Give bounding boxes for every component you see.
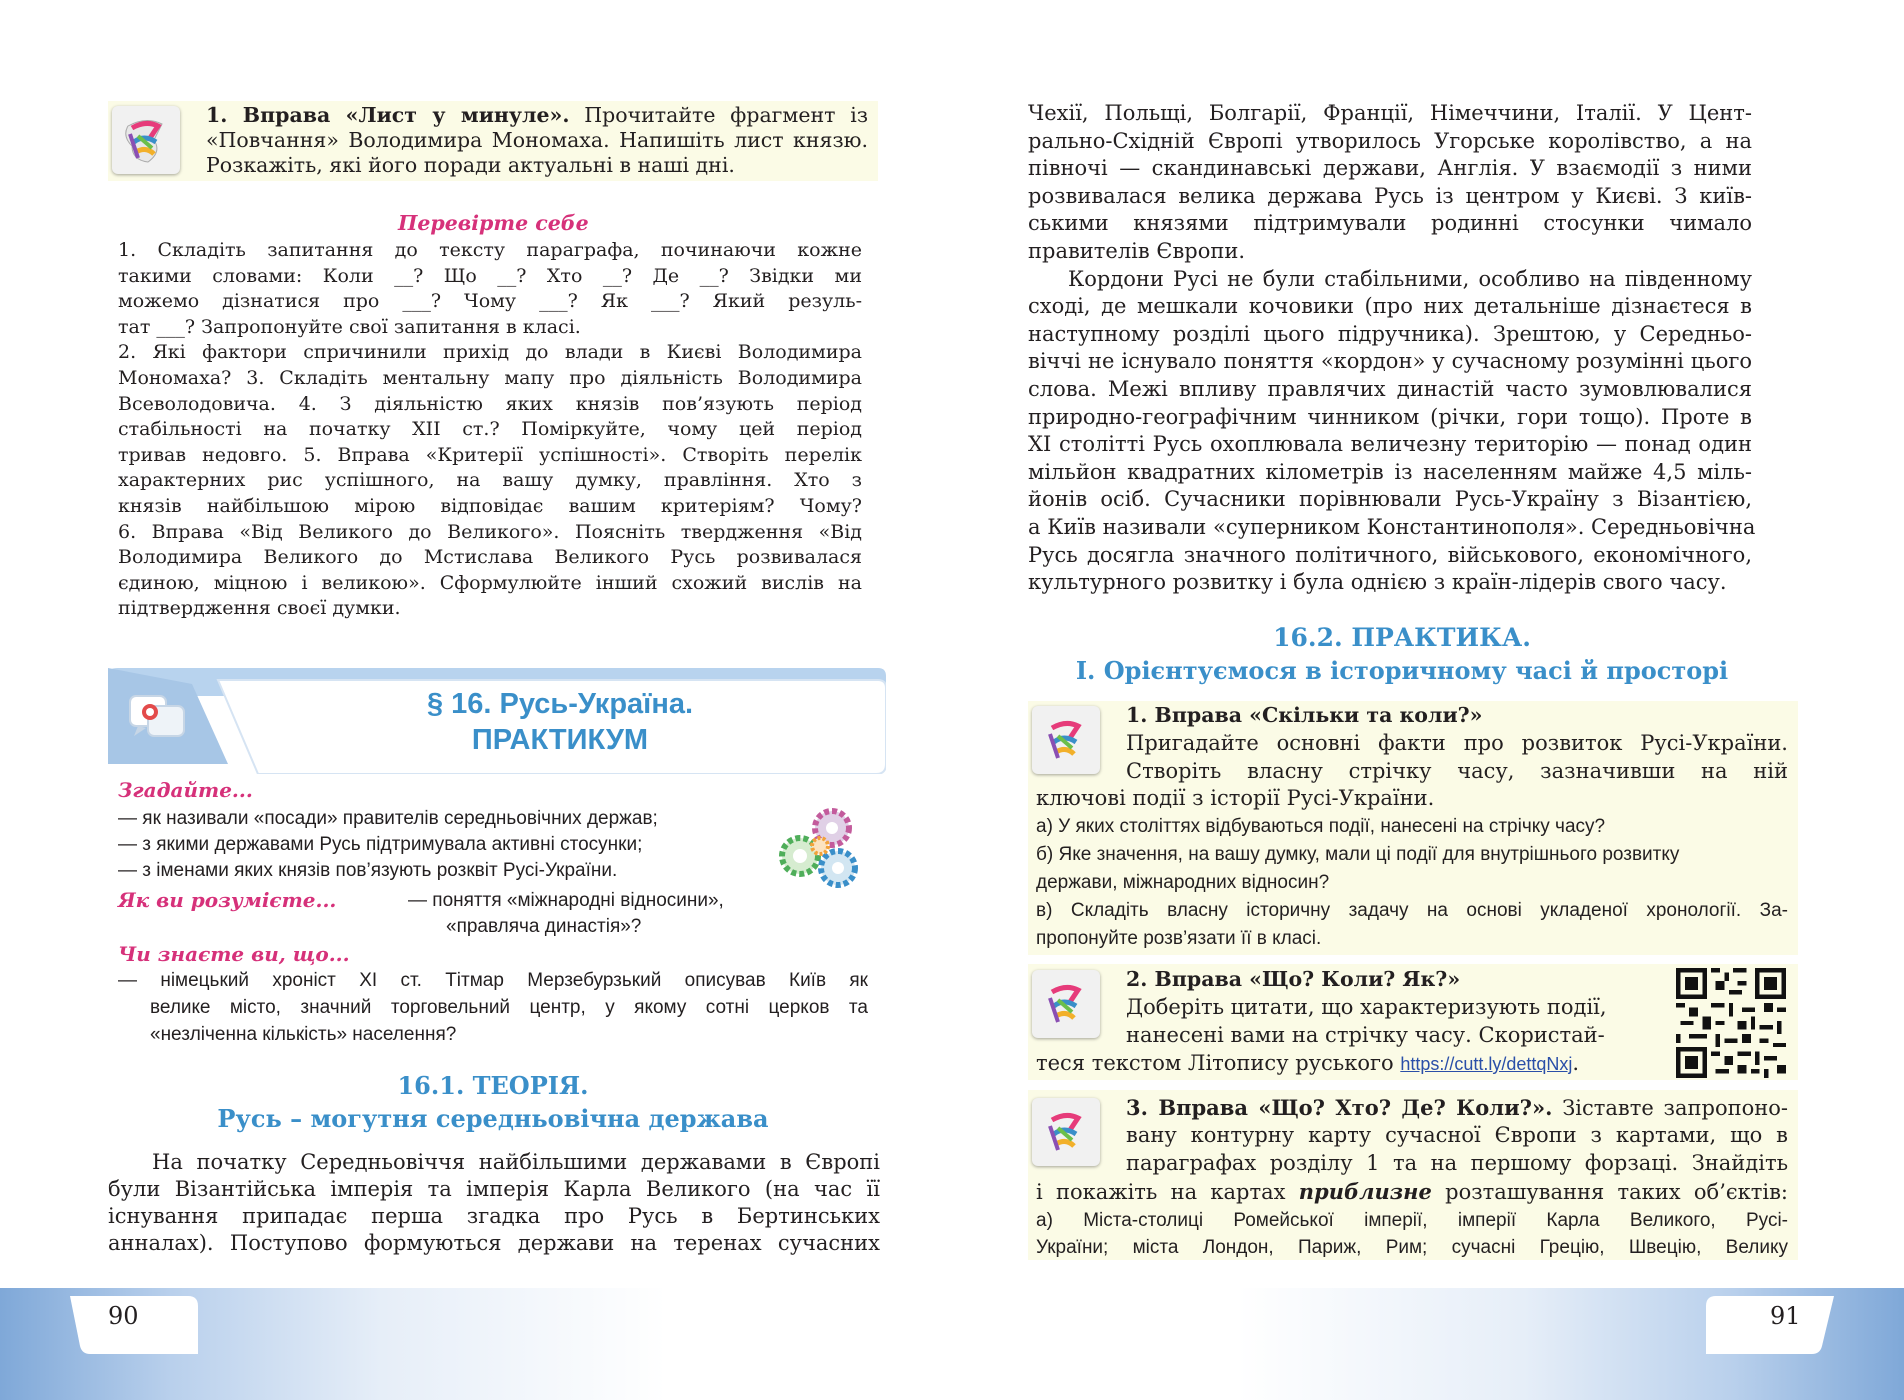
check-yourself-line: можемо дізнатися про ___? Чому ___? Як ___? Який резуль- [118,290,862,313]
check-yourself-line: 6. Вправа «Від Великого до Великого». Поясніть твердження «Від [118,520,862,543]
paragraph-line: рально-Східній Європі утворилось Угорське королівство, а на [1028,128,1752,153]
practice-title: 16.2. ПРАКТИКА. [1273,623,1531,652]
theory-paragraph-line: були Візантійська імперія та імперія Карла Великого (на час її [108,1177,880,1201]
paragraph-line: слова. Межі впливу правлячих династій часто зумовлювалися [1028,377,1752,401]
exercise-1-question: в) Складіть власну історичну задачу на основі укладеної хронології. За- [1036,900,1788,921]
exercise-3-line [1036,1179,1788,1204]
exercise-3-line-1 [1126,1095,1788,1120]
emphasis: приблизне [1298,1179,1432,1204]
recall-item: — як називали «посади» правителів середньовічних держав; [118,808,658,829]
gears-icon [776,806,866,892]
exercise-1-line-1 [206,103,868,129]
exercise-icon [1032,970,1100,1038]
exercise-3-question: України; міста Лондон, Париж, Рим; сучасні Грецію, Швецію, Велику [1036,1237,1788,1258]
check-yourself-line: Володимира Великого до Мстислава Великого Русь розвивалася [118,546,862,569]
check-yourself-line: єдиною, міцною і великою». Сформулюйте інший схожий вислів на [118,571,862,594]
right-page [952,0,1904,1400]
chronicle-link[interactable]: https://cutt.ly/dettqNxj [1400,1054,1573,1074]
exercise-icon [112,106,180,174]
check-yourself-line: стабільності на початку ХІІ ст.? Поміркуйте, чому цей період [118,418,862,441]
understand-label: Як ви розумієте... [118,888,337,912]
exercise-1-title: 1. Вправа «Скільки та коли?» [1126,703,1483,727]
exercise-1-question: держави, міжнародних відносин? [1036,872,1330,893]
exercise-1-question: б) Яке значення, на вашу думку, мали ці події для внутрішнього розвитку [1036,844,1680,865]
paragraph-line: ськими князями підтримували родинні стосунки чимало [1028,211,1752,236]
paragraph-line: Кордони Русі не були стабільними, особливо на південному [1068,266,1752,291]
paragraph-line: правителів Європи. [1028,239,1246,263]
understand-line: «правляча династія»? [446,916,642,937]
exercise-3-text: Зіставте запропоно- [1552,1096,1788,1120]
theory-title: 16.1. ТЕОРІЯ. [397,1071,589,1100]
exercise-2-line-text: теся текстом Літопису руського [1036,1051,1401,1075]
theory-subtitle: Русь – могутня середньовічна держава [217,1104,769,1133]
exercise-3-question: а) Міста-столиці Ромейської імперії, імперії Карла Великого, Русі- [1036,1210,1788,1231]
section-icon [126,692,188,744]
exercise-2-line: нанесені вами на стрічку часу. Скористай- [1126,1023,1605,1047]
check-yourself-line: тривав недовго. 5. Вправа «Критерії успішності». Створіть перелік [118,443,862,466]
theory-paragraph-line: На початку Середньовіччя найбільшими державами в Європі [152,1150,880,1174]
section-title: § 16. Русь-Україна. [426,688,694,720]
exercise-1-line-3: Розкажіть, які його поради актуальні в наші дні. [206,153,735,177]
page-number: 91 [1770,1302,1801,1330]
exercise-3-text: і покажіть на картах [1036,1180,1299,1204]
check-yourself-line: 1. Складіть запитання до тексту параграфа, починаючи кожне [118,239,862,261]
check-yourself-title: Перевірте себе [398,211,589,235]
exercise-icon [1032,1098,1100,1166]
section-banner [108,668,886,774]
check-yourself-line: тат ___? Запропонуйте свої запитання в класі. [118,315,581,338]
exercise-1-question: пропонуйте розв’язати її в класі. [1036,928,1322,949]
exercise-1-line: Створіть власну стрічку часу, зазначивши на ній [1126,759,1788,783]
paragraph-line: віччі не існувало поняття «кордон» у сучасному розумінні цього [1028,349,1752,374]
exercise-3-line: вану контурну карту сучасної Європи з картами, що в [1126,1123,1788,1147]
exercise-1-question: а) У яких століттях відбуваються події, нанесені на стрічку часу? [1036,816,1606,837]
paragraph-line: ХІ столітті Русь охоплювала величезну територію — понад один [1028,432,1752,457]
period: . [1572,1051,1580,1075]
paragraph-line: а Київ називали «суперником Константинополя». Середньовічна [1028,515,1756,539]
understand-line: — поняття «міжнародні відносини», [408,890,724,911]
exercise-3-text: розташування таких об’єктів: [1431,1180,1788,1204]
paragraph-line: природно-географічним чинником (річки, гори тощо). Проте в [1028,404,1752,429]
exercise-1-text: Прочитайте фрагмент із [569,103,868,127]
paragraph-line: сході, де мешкали кочовики (про них детальніше дізнаєтеся в [1028,294,1752,319]
page-number: 90 [108,1302,139,1330]
exercise-3-title: 3. Вправа «Що? Хто? Де? Коли?». [1126,1095,1553,1120]
recall-item: — з якими державами Русь підтримувала активні стосунки; [118,834,643,855]
exercise-1-title: 1. Вправа «Лист у минуле». [206,103,570,127]
theory-paragraph-line: анналах). Поступово формуються держави на теренах сучасних [108,1231,880,1255]
exercise-1-line: ключові події з історії Русі-України. [1036,786,1435,810]
exercise-1-line-2: «Повчання» Володимира Мономаха. Напишіть лист князю. [206,128,868,152]
did-you-know-line: «незліченна кількість» населення? [150,1024,457,1045]
paragraph-line: йонів осіб. Сучасники порівнювали Русь-Україну з Візантією, [1028,487,1752,512]
paragraph-line: півночі — скандинавські держави, Англія. У взаємодії з ними [1028,156,1752,181]
section-subtitle: ПРАКТИКУМ [471,724,649,756]
check-yourself-line: Мономаха? 3. Складіть ментальну мапу про діяльність Володимира [118,367,862,389]
exercise-2-title: 2. Вправа «Що? Коли? Як?» [1126,967,1461,991]
recall-item: — з іменами яких князів пов’язують розквіт Русі-України. [118,860,618,881]
exercise-2-line: Доберіть цитати, що характеризують події, [1126,995,1607,1019]
practice-subtitle: І. Орієнтуємося в історичному часі й просторі [1075,656,1729,685]
exercise-3-line: параграфах розділу 1 та на першому форзаці. Знайдіть [1126,1151,1788,1175]
recall-label: Згадайте... [118,778,253,802]
paragraph-line: Чехії, Польщі, Болгарії, Франції, Німеччини, Італії. У Цент- [1028,101,1752,125]
check-yourself-line: підтвердження своєї думки. [118,597,401,620]
did-you-know-line: — німецький хроніст ХІ ст. Тітмар Мерзебурзький описував Київ як [118,970,868,991]
check-yourself-line: характерних рис успішного, на вашу думку, правління. Хто з [118,469,862,492]
exercise-2-line [1036,1051,1579,1075]
did-you-know-line: великe місто, значний торговельний центр, у якому сотні церков та [150,997,868,1018]
paragraph-line: Русь досягла значного політичного, військового, економічного, [1028,542,1752,567]
did-you-know-label: Чи знаєте ви, що... [118,942,350,966]
check-yourself-line: 2. Які фактори спричинили прихід до влади в Києві Володимира [118,341,862,364]
paragraph-line: мільйон квадратних кілометрів із населенням майже 4,5 міль- [1028,459,1752,484]
paragraph-line: наступному розділі цього підручника). Зрештою, у Середньо- [1028,321,1752,346]
qr-code[interactable] [1676,968,1786,1078]
page-number-tab [1704,1296,1834,1358]
check-yourself-line: Всеволодовича. 4. З діяльністю яких князів пов’язують період [118,392,862,415]
exercise-1-line: Пригадайте основні факти про розвиток Русі-України. [1126,731,1788,755]
theory-paragraph-line: існування припадає перша згадка про Русь в Бертинських [108,1204,880,1228]
check-yourself-line: такими словами: Коли __? Що __? Хто __? Де __? Звідки ми [118,264,862,287]
paragraph-line: культурного розвитку і була однією з країн-лідерів свого часу. [1028,570,1727,595]
check-yourself-line: князів найбільшою мірою відповідає вашим критеріям? Чому? [118,495,862,517]
exercise-icon [1032,706,1100,774]
paragraph-line: розвивалася велика держава Русь із центром у Києві. З київ- [1028,183,1752,208]
